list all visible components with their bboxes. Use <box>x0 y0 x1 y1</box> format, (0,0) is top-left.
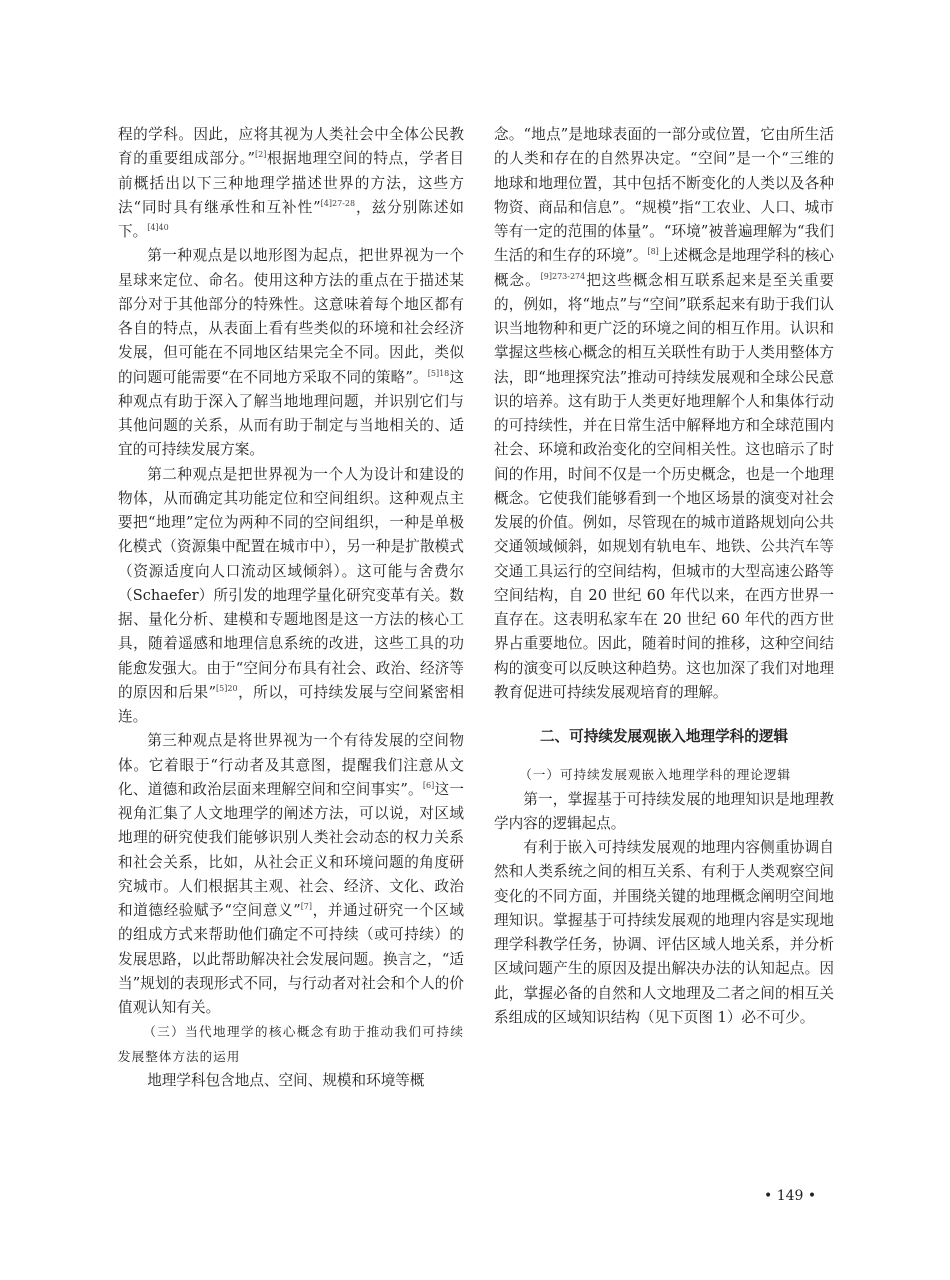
right-column <box>494 123 834 1030</box>
citation-ref: [2] <box>255 150 267 160</box>
text-run: 第二种观点是把世界视为一个人为设计和建设的物体，从而确定其功能定位和空间组织。这种观点主要把“地理”定位为两种不同的空间组织，一种是单极化模式（资源集中配置在城市中），另一种是扩散模式（资源适度向人口流动区域倾斜）。这可能与舍费尔（Schaefer）所引发的地理学量化研究变革有关。数据、量化分析、建模和专题地图是这一方法的核心工具，随着遥感和地理信息系统的改进，这些工具的功能愈发强大。由于“空间分布具有社会、政治、经济等的原因和后果” <box>118 465 464 701</box>
citation-ref: [8] <box>647 247 659 257</box>
paragraph <box>118 123 464 244</box>
text-run: ，所以，可持续发展与空间紧密相连。 <box>118 683 464 725</box>
text-run: 把这些概念相互联系起来是至关重要的，例如，将“地点”与“空间”联系起来有助于我们认识当地物种和更广泛的环境之间的相互作用。认识和掌握这些核心概念的相互关联性有助于人类用整体方法，即“地理探究法”推动可持续发展观和全球公民意识的培养。这有助于人类更好地理解个人和集体行动的可持续性，并在日常生活中解释地方和全球范围内社会、环境和政治变化的空间相关性。这也暗示了时间的作用，时间不仅是一个历史概念，也是一个地理概念。它使我们能够看到一个地区场景的演变对社会发展的价值。例如，尽管现在的城市道路规划向公共交通领域倾斜，如规划有轨电车、地铁、公共汽车等交通工具运行的空间结构，但城市的大型高速公路等空间结构，自 20 世纪 60 年代以来，在西方世界一直存在。这表明私家车在 20 世纪 60 年代的西方世界占重要地位。因此，随着时间的推移，这种空间结构的演变可以反映这种趋势。这也加深了我们对地理教育促进可持续发展观培育的理解。 <box>494 271 834 701</box>
left-column <box>118 123 464 1093</box>
subsection-heading: （一）可持续发展观嵌入地理学科的理论逻辑 <box>519 767 792 783</box>
text-run: 这种观点有助于深入了解当地地理问题，并识别它们与其他问题的关系，从而有助于制定与当地相关的、适宜的可持续发展方案。 <box>118 368 464 459</box>
text-run: 第三种观点是将世界视为一个有待发展的空间物体。它着眼于“行动者及其意图，提醒我们注意从文化、道德和政治层面来理解空间和空间事实”。 <box>118 732 464 798</box>
text-run: 念。“地点”是地球表面的一部分或位置，它由所生活的人类和存在的自然界决定。“空间”是一个“三维的地球和地理位置，其中包括不断变化的人类以及各种物资、商品和信息”。“规模”指“工农业、人口、城市等有一定的范围的体量”。“环境”被普遍理解为“我们生活的和生存的环境”。 <box>494 126 834 265</box>
page-number: • 149 • <box>764 1188 817 1204</box>
text-run: 程的学科。因此，应将其视为人类社会中全体公民教育的重要组成部分。” <box>118 126 464 168</box>
text-run: 根据地理空间的特点，学者目前概括出以下三种地理学描述世界的方法，这些方法“同时具有继承性和互补性” <box>118 150 464 216</box>
citation-ref: [4]27-28 <box>320 198 356 208</box>
paragraph <box>118 244 464 462</box>
paragraph: 有利于嵌入可持续发展观的地理内容侧重协调自然和人类系统之间的相互关系、有利于人类观察空间变化的不同方面，并围绕关键的地理概念阐明空间地理知识。掌握基于可持续发展观的地理内容是实现地理学科教学任务，协调、评估区域人地关系，并分析区域问题产生的原因及提出解决办法的认知起点。因此，掌握必备的自然和人文地理及二者之间的相互关系组成的区域知识结构（见下页图 1）必不可少。 <box>494 839 834 1026</box>
text-run: 第一种观点是以地形图为起点，把世界视为一个星球来定位、命名。使用这种方法的重点在于描述某部分对于其他部分的特殊性。这意味着每个地区都有各自的特点，从表面上看有些类似的环境和社会经济发展，但可能在不同地区结果完全不同。因此，类似的问题可能需要“在不同地方采取不同的策略”。 <box>118 247 464 386</box>
text-run: 这一视角汇集了人文地理学的阐述方法，可以说，对区域地理的研究使我们能够识别人类社会动态的权力关系和社会关系，比如，从社会正义和环境问题的角度研究城市。人们根据其主观、社会、经济、文化、政治和道德经验赋予“空间意义” <box>118 780 464 919</box>
citation-ref: [7] <box>300 902 313 911</box>
paragraph <box>118 463 464 730</box>
citation-ref: [6] <box>422 780 435 790</box>
section-heading: 二、可持续发展观嵌入地理学科的逻辑 <box>539 728 789 745</box>
citation-ref: [4]40 <box>147 223 169 232</box>
paragraph: 第一，掌握基于可持续发展的地理知识是地理教学内容的逻辑起点。 <box>494 790 834 832</box>
text-run: 上述概念是地理学科的核心概念。 <box>494 247 834 289</box>
citation-ref: [5]20 <box>216 683 238 693</box>
paragraph <box>118 729 464 1020</box>
subsection-heading: （三）当代地理学的核心概念有助于推动我们可持续发展整体方法的运用 <box>118 1024 464 1064</box>
citation-ref: [9]273-274 <box>540 271 586 281</box>
paragraph: 地理学科包含地点、空间、规模和环境等概 <box>147 1071 425 1089</box>
citation-ref: [5]18 <box>427 368 450 378</box>
text-run: ，并通过研究一个区域的组成方式来帮助他们确定不可持续（或可持续）的发展思路，以此帮助解决社会发展问题。换言之，“适当”规划的表现形式不同，与行动者对社会和个人的价值观认知有关。 <box>118 902 464 1016</box>
paragraph <box>494 123 834 705</box>
text-run: ，兹分别陈述如下。 <box>118 198 464 240</box>
